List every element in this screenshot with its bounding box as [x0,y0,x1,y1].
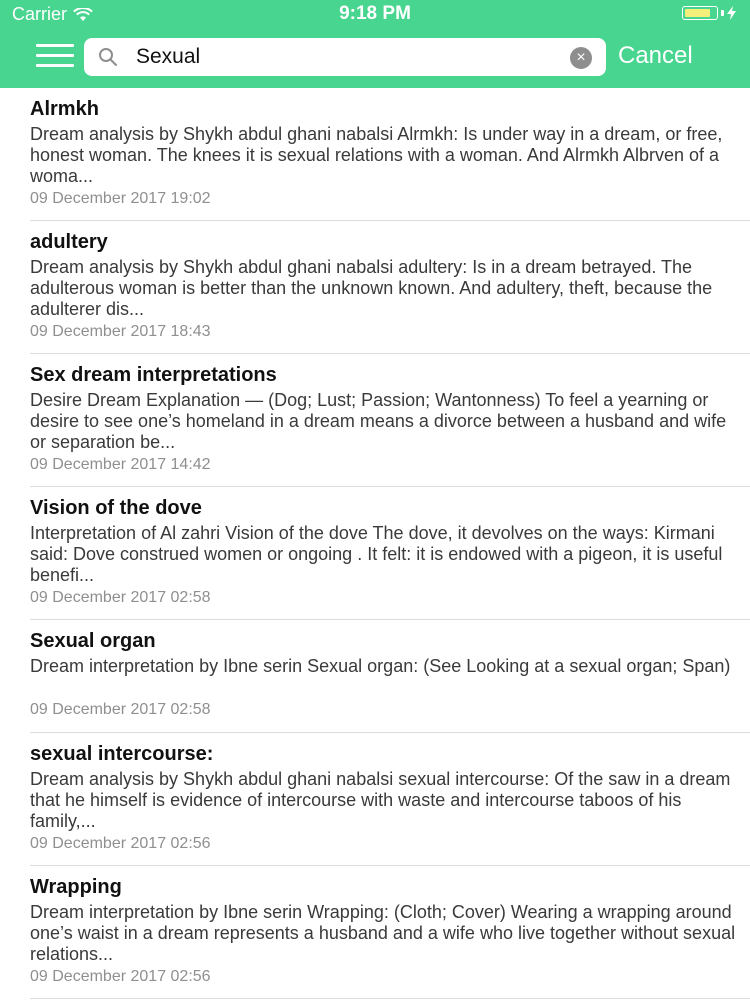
navigation-bar [0,0,750,88]
search-input[interactable] [136,38,556,76]
list-item[interactable] [0,88,750,221]
item-title: Sexual organ [30,630,156,652]
item-body: Dream analysis by Shykh abdul ghani nabalsi Alrmkh: Is under way in a dream, or free, honest woman. The knees it is sexual relations with a woman. And Alrmkh Albrven of a woma... [30,124,723,186]
clear-search-icon[interactable]: × [570,47,592,69]
status-time: 9:18 PM [339,3,411,24]
item-title: sexual intercourse: [30,743,214,765]
list-item[interactable] [0,354,750,487]
status-bar [0,0,750,28]
item-title: Vision of the dove [30,497,202,519]
list-item[interactable] [0,487,750,620]
carrier-label: Carrier [12,4,68,24]
item-date: 09 December 2017 18:43 [30,323,211,340]
item-title: adultery [30,231,108,253]
search-bar[interactable] [84,38,606,76]
item-body: Desire Dream Explanation — (Dog; Lust; Passion; Wantonness) To feel a yearning or desire to see one’s homeland in a dream means a divorce between a husband and wife or separation be... [30,390,727,452]
list-item[interactable] [0,866,750,999]
item-date: 09 December 2017 02:56 [30,968,211,985]
list-item[interactable] [0,221,750,354]
item-date: 09 December 2017 02:58 [30,701,211,718]
item-body: Dream analysis by Shykh abdul ghani nabalsi adultery: Is in a dream betrayed. The adulterous woman is better than the unknown known. And adultery, theft, because the adulterer dis... [30,257,713,319]
item-body: Dream interpretation by Ibne serin Sexual organ: (See Looking at a sexual organ; Span) [30,656,731,676]
item-body: Interpretation of Al zahri Vision of the dove The dove, it devolves on the ways: Kirmani said: Dove construed women or ongoing . It felt: it is endowed with a pigeon, it is useful benefi... [30,523,723,585]
cancel-button[interactable]: Cancel [618,42,693,69]
list-item[interactable] [0,733,750,866]
item-date: 09 December 2017 02:56 [30,835,211,852]
item-title: Wrapping [30,876,122,898]
charging-bolt-icon [727,6,736,20]
list-item[interactable] [0,620,750,733]
item-body: Dream analysis by Shykh abdul ghani nabalsi sexual intercourse: Of the saw in a dream that he himself is evidence of intercourse with waste and intercourse taboos of his family,... [30,769,731,831]
results-list [0,88,750,999]
battery-icon [682,6,736,20]
item-title: Sex dream interpretations [30,364,277,386]
item-date: 09 December 2017 02:58 [30,589,211,606]
item-date: 09 December 2017 14:42 [30,456,211,473]
item-title: Alrmkh [30,98,99,120]
item-date: 09 December 2017 19:02 [30,190,211,207]
hamburger-menu-icon[interactable] [36,44,74,70]
item-body: Dream interpretation by Ibne serin Wrapping: (Cloth; Cover) Wearing a wrapping around one’s waist in a dream represents a husband and a wife who live together without sexual relations... [30,902,736,964]
search-icon [98,47,118,67]
